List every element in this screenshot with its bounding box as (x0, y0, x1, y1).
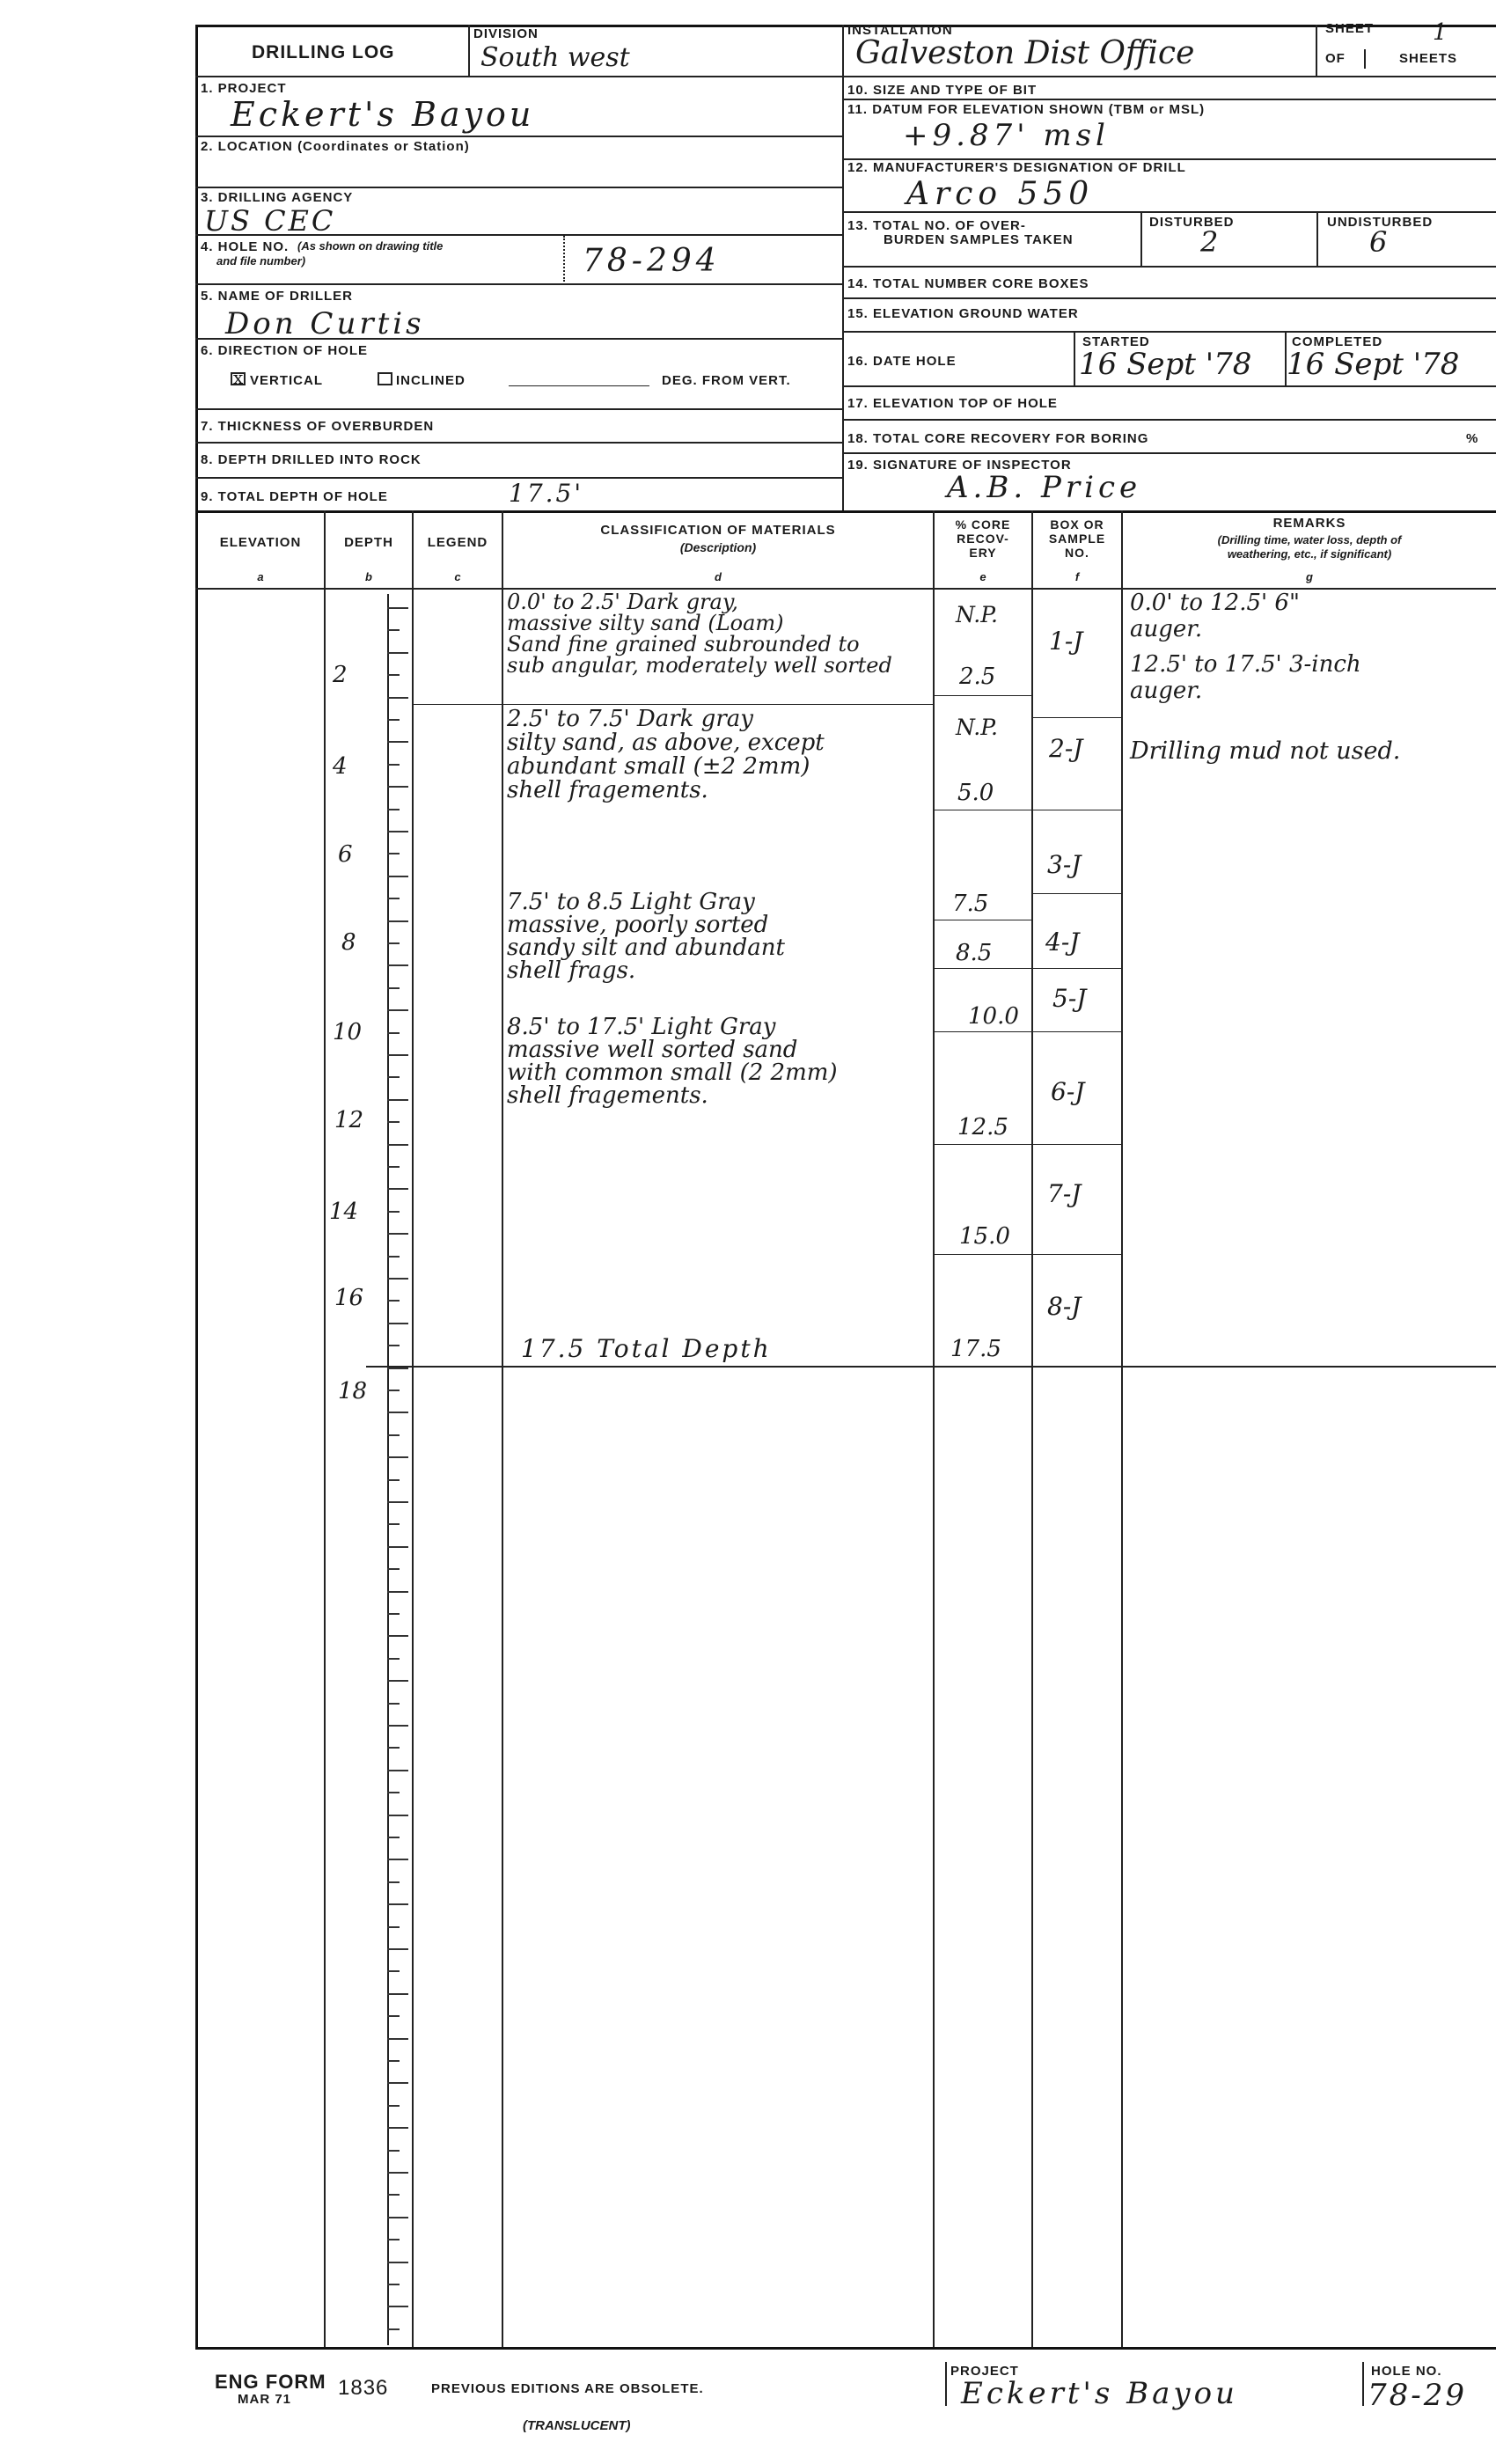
depth-tick (387, 1121, 400, 1123)
installation-value[interactable]: Galveston Dist Office (855, 35, 1195, 71)
depth-tick (387, 2060, 400, 2062)
depth-tick (387, 2127, 408, 2129)
frame-bottom (195, 2347, 1496, 2350)
depth-tick (387, 1345, 400, 1346)
field-total-depth-label: 9. TOTAL DEPTH OF HOLE (201, 489, 388, 504)
depth-label-10: 10 (333, 1019, 363, 1045)
depth-tick (387, 652, 408, 654)
vertical-label: VERTICAL (250, 373, 323, 388)
depth-tick (387, 1300, 400, 1302)
field-samples-label1: 13. TOTAL NO. OF OVER- (847, 218, 1026, 233)
core-recovery-2[interactable]: 2.5 (959, 664, 996, 690)
field-project-label: 1. PROJECT (201, 81, 287, 96)
field-datum-label: 11. DATUM FOR ELEVATION SHOWN (TBM or MSL) (847, 102, 1206, 117)
depth-label-4: 4 (333, 753, 348, 780)
footer-form-date: MAR 71 (238, 2392, 292, 2407)
depth-tick (387, 1144, 408, 1146)
depth-tick (387, 2015, 400, 2017)
footer-obsolete: PREVIOUS EDITIONS ARE OBSOLETE. (431, 2381, 704, 2396)
sample-3[interactable]: 3-J (1047, 850, 1082, 879)
depth-tick (387, 786, 408, 788)
depth-tick (387, 2262, 408, 2263)
sample-6[interactable]: 6-J (1051, 1077, 1085, 1106)
completed-label: COMPLETED (1292, 334, 1383, 349)
field-date-label: 16. DATE HOLE (847, 354, 957, 369)
depth-tick (387, 1591, 408, 1593)
field-overburden-label: 7. THICKNESS OF OVERBURDEN (201, 419, 435, 434)
col-depth: DEPTH (344, 535, 393, 550)
core-recovery-1[interactable]: N.P. (956, 602, 998, 627)
depth-tick (387, 1390, 400, 1391)
depth-tick (387, 1837, 400, 1838)
field-inspector-value[interactable]: A.B. Price (947, 470, 1142, 505)
vertical-checkbox[interactable]: x (231, 372, 246, 385)
field-hole-label: 4. HOLE NO. (201, 239, 290, 254)
description-layer-3[interactable]: 7.5' to 8.5 Light Gray massive, poorly sorted sandy silt and abundant shell frags. (507, 889, 785, 984)
depth-tick (387, 942, 400, 944)
disturbed-value[interactable]: 2 (1200, 225, 1219, 259)
inclined-label: INCLINED (396, 373, 466, 388)
depth-tick (387, 1635, 408, 1637)
field-drill-value[interactable]: Arco 550 (906, 176, 1095, 212)
depth-tick (387, 2328, 400, 2330)
depth-tick (387, 674, 400, 676)
disturbed-label: DISTURBED (1149, 215, 1235, 230)
depth-tick (387, 964, 408, 966)
core-recovery-8[interactable]: 12.5 (957, 1114, 1008, 1140)
footer-hole-label: HOLE NO. (1371, 2364, 1442, 2379)
sample-5[interactable]: 5-J (1052, 984, 1087, 1013)
field-datum-value[interactable]: +9.87' msl (903, 118, 1110, 153)
field-inspector-label: 19. SIGNATURE OF INSPECTOR (847, 458, 1072, 473)
depth-tick (387, 2082, 408, 2084)
depth-label-16: 16 (334, 1285, 364, 1311)
depth-tick (387, 1456, 408, 1458)
col-classification: CLASSIFICATION OF MATERIALS (600, 523, 836, 538)
depth-tick (387, 1703, 400, 1705)
sample-2[interactable]: 2-J (1049, 734, 1083, 763)
depth-tick (387, 1032, 400, 1034)
core-recovery-7[interactable]: 10.0 (968, 1003, 1019, 1030)
sample-4[interactable]: 4-J (1045, 928, 1080, 957)
description-layer-2[interactable]: 2.5' to 7.5' Dark gray silty sand, as above, except abundant small (±2 2mm) shell fragements. (507, 706, 825, 803)
core-recovery-unit: % (1466, 431, 1479, 446)
sheet-label: SHEET (1325, 21, 1375, 36)
depth-tick (387, 809, 400, 810)
footer-project-value[interactable]: Eckert's Bayou (961, 2376, 1238, 2411)
depth-tick (387, 1211, 400, 1213)
field-bit-label: 10. SIZE AND TYPE OF BIT (847, 83, 1038, 98)
depth-label-2: 2 (333, 662, 348, 688)
field-hole-note2: and file number) (216, 254, 306, 268)
depth-tick (387, 1568, 400, 1570)
depth-tick (387, 2038, 408, 2040)
depth-tick (387, 764, 400, 766)
depth-tick (387, 1501, 408, 1503)
depth-label-18: 18 (338, 1378, 368, 1404)
core-recovery-6[interactable]: 8.5 (956, 940, 993, 966)
depth-tick (387, 1188, 408, 1190)
depth-label-6: 6 (338, 841, 353, 868)
depth-tick (387, 1434, 400, 1436)
depth-tick (387, 741, 408, 743)
field-drill-label: 12. MANUFACTURER'S DESIGNATION OF DRILL (847, 160, 1186, 175)
started-value[interactable]: 16 Sept '78 (1079, 347, 1252, 382)
depth-tick (387, 1613, 400, 1615)
depth-tick (387, 1166, 400, 1168)
sample-7[interactable]: 7-J (1047, 1179, 1082, 1208)
field-driller-label: 5. NAME OF DRILLER (201, 289, 354, 304)
depth-tick (387, 1770, 408, 1771)
core-recovery-3[interactable]: N.P. (956, 715, 998, 740)
field-elevation-top-label: 17. ELEVATION TOP OF HOLE (847, 396, 1058, 411)
depth-tick (387, 629, 400, 631)
footer-project-label: PROJECT (950, 2364, 1019, 2379)
depth-tick (387, 1412, 408, 1413)
frame-left (195, 25, 198, 2348)
depth-tick (387, 1903, 408, 1905)
depth-tick (387, 987, 400, 989)
depth-tick (387, 1009, 408, 1011)
depth-tick (387, 831, 408, 832)
depth-tick (387, 1792, 400, 1793)
division-value[interactable]: South west (480, 42, 630, 73)
field-core-boxes-label: 14. TOTAL NUMBER CORE BOXES (847, 276, 1089, 291)
depth-tick (387, 697, 408, 699)
of-label: OF (1325, 51, 1346, 66)
field-rock-label: 8. DEPTH DRILLED INTO ROCK (201, 452, 422, 467)
depth-tick (387, 1993, 408, 1995)
col-elevation: ELEVATION (219, 535, 302, 550)
depth-tick (387, 2105, 400, 2107)
remark-3[interactable]: Drilling mud not used. (1130, 737, 1401, 765)
col-sample: BOX OR (1050, 517, 1104, 532)
footer-hole-value[interactable]: 78-29 (1368, 2378, 1468, 2413)
description-layer-4[interactable]: 8.5' to 17.5' Light Gray massive well sorted sand with common small (2 2mm) shell fragements. (507, 1014, 838, 1109)
depth-tick (387, 920, 408, 922)
depth-tick (387, 2239, 400, 2240)
footer-form-name: ENG FORM (215, 2371, 326, 2393)
depth-tick (387, 1546, 408, 1548)
depth-tick (387, 1523, 400, 1525)
field-samples-label2: BURDEN SAMPLES TAKEN (884, 232, 1074, 247)
depth-tick (387, 853, 400, 854)
depth-tick (387, 1680, 408, 1682)
depth-tick (387, 1076, 400, 1078)
depth-tick (387, 876, 408, 877)
depth-tick (387, 1256, 400, 1258)
depth-tick (387, 898, 400, 899)
depth-tick (387, 1948, 408, 1950)
depth-tick (387, 1725, 408, 1727)
depth-tick (387, 1970, 400, 1972)
deg-from-vert-label: DEG. FROM VERT. (662, 373, 791, 388)
field-project-value[interactable]: Eckert's Bayou (231, 95, 535, 134)
depth-tick (387, 2194, 400, 2196)
description-layer-1[interactable]: 0.0' to 2.5' Dark gray, massive silty sand (Loam) Sand fine grained subrounded to sub angular, moderately well sorted (507, 590, 892, 678)
remark-2[interactable]: 12.5' to 17.5' 3-inch auger. (1130, 651, 1361, 704)
completed-value[interactable]: 16 Sept '78 (1287, 347, 1460, 382)
field-ground-water-label: 15. ELEVATION GROUND WATER (847, 306, 1079, 321)
depth-tick (387, 719, 400, 721)
sample-8[interactable]: 8-J (1047, 1292, 1082, 1321)
core-recovery-10[interactable]: 17.5 (950, 1336, 1001, 1362)
footer-translucent: (TRANSLUCENT) (523, 2418, 631, 2433)
depth-tick (387, 1278, 408, 1280)
field-total-depth-value[interactable]: 17.5' (509, 479, 584, 508)
division-label: DIVISION (473, 26, 539, 41)
depth-tick (387, 2306, 408, 2307)
field-hole-note1: (As shown on drawing title (297, 239, 444, 253)
field-hole-value[interactable]: 78-294 (583, 243, 721, 279)
depth-tick (387, 1881, 400, 1883)
core-recovery-4[interactable]: 5.0 (957, 780, 994, 806)
field-core-recovery-label: 18. TOTAL CORE RECOVERY FOR BORING (847, 431, 1149, 446)
depth-tick (387, 1747, 400, 1749)
depth-tick (387, 2150, 400, 2152)
field-driller-value[interactable]: Don Curtis (225, 306, 425, 341)
depth-label-8: 8 (341, 929, 356, 956)
depth-tick (387, 1859, 408, 1860)
field-location-label: 2. LOCATION (Coordinates or Station) (201, 139, 470, 154)
depth-tick (387, 1054, 408, 1056)
sheets-label: SHEETS (1399, 51, 1458, 66)
started-label: STARTED (1082, 334, 1150, 349)
depth-tick (387, 1926, 400, 1928)
depth-tick (387, 1658, 400, 1660)
sheet-value[interactable]: 1 (1433, 19, 1448, 46)
depth-tick (387, 1233, 408, 1235)
depth-tick (387, 607, 408, 609)
depth-label-14: 14 (329, 1199, 359, 1225)
field-direction-label: 6. DIRECTION OF HOLE (201, 343, 369, 358)
installation-label: INSTALLATION (847, 23, 953, 38)
col-remarks: REMARKS (1272, 516, 1346, 531)
col-legend: LEGEND (427, 535, 488, 550)
depth-tick (387, 2217, 408, 2218)
field-agency-label: 3. DRILLING AGENCY (201, 190, 354, 205)
frame-top (195, 25, 1496, 27)
undisturbed-value[interactable]: 6 (1369, 225, 1388, 259)
depth-tick (387, 1815, 408, 1816)
col-core-recovery: % CORE (955, 517, 1011, 532)
remark-1[interactable]: 0.0' to 12.5' 6" auger. (1130, 590, 1300, 642)
form-title: DRILLING LOG (252, 42, 395, 62)
footer-form-number: 1836 (338, 2376, 389, 2400)
depth-tick (387, 2284, 400, 2285)
depth-label-12: 12 (334, 1107, 364, 1133)
depth-tick (387, 1479, 400, 1481)
description-total-depth[interactable]: 17.5 Total Depth (521, 1334, 772, 1363)
sample-1[interactable]: 1-J (1049, 627, 1083, 656)
depth-tick (387, 2172, 408, 2174)
depth-tick (387, 1323, 408, 1324)
field-agency-value[interactable]: US CEC (204, 204, 336, 238)
depth-tick (387, 1099, 408, 1101)
undisturbed-label: UNDISTURBED (1327, 215, 1434, 230)
inclined-checkbox[interactable] (378, 372, 392, 385)
core-recovery-5[interactable]: 7.5 (952, 891, 989, 917)
core-recovery-9[interactable]: 15.0 (959, 1223, 1010, 1250)
